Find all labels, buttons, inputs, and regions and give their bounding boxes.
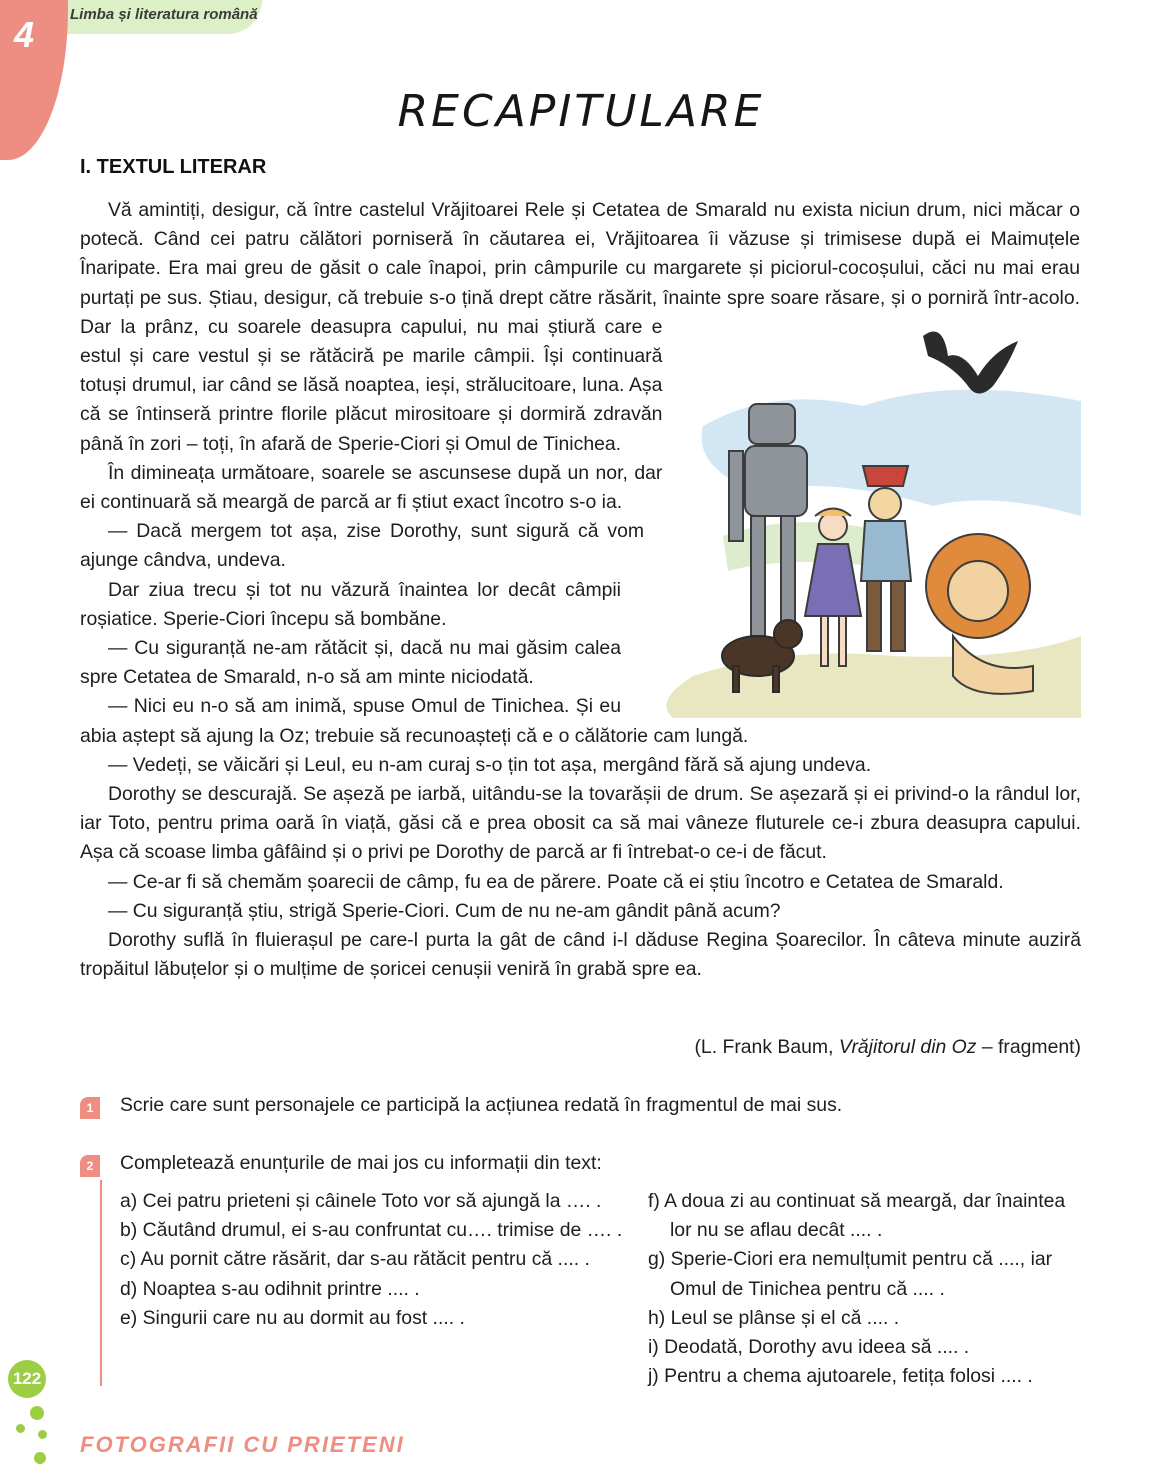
chapter-number: 4: [14, 14, 35, 55]
fill-list-right: [648, 1187, 1088, 1391]
oz-illustration: [633, 316, 1081, 718]
fill-item: f) A doua zi au continuat să meargă, dar înaintea lor nu se aflau decât .... .: [648, 1190, 1066, 1242]
subject-title: Limba și literatura română: [70, 6, 258, 23]
exercise-1-text: Scrie care sunt personajele ce participă la acțiunea redată în fragmentul de mai sus.: [120, 1094, 843, 1116]
footer-title: FOTOGRAFII CU PRIETENI: [80, 1432, 405, 1457]
paragraph: Dorothy suflă în fluierașul pe care-l purta la gât de când i-l dăduse Regina Șoarecilor. În câteva minute auziră tropăitul lăbuțelor și o mulțime de șoricei cenușii veniră în grabă spre ea.: [80, 929, 1081, 981]
fill-item: d) Noaptea s-au odihnit printre .... .: [120, 1277, 420, 1300]
source-citation: (L. Frank Baum, Vrăjitorul din Oz – fragment): [694, 1036, 1081, 1058]
paragraph: — Cu siguranță ne-am rătăcit și, dacă nu mai găsim calea spre Cetatea de Smarald, n-o să am minte niciodată.: [80, 637, 621, 689]
decor-dot: [16, 1424, 25, 1433]
page-title: RECAPITULARE: [397, 86, 765, 137]
exercise-2-text: Completează enunțurile de mai jos cu informații din text:: [120, 1152, 602, 1174]
fill-item: i) Deodată, Dorothy avu ideea să .... .: [648, 1336, 970, 1359]
exercise-number-badge: 2: [80, 1155, 100, 1177]
paragraph: Vă amintiți, desigur, că între castelul Vrăjitoarei Rele și Cetatea de Smarald nu exista niciun drum, nici măcar o potecă. Când cei patru călători porniseră în căutarea ei, Vrăjitoarea îi văzuse și trimisese după ei Maimuțele Înaripate. Era mai greu de găsit o cale înapoi, prin câmpurile cu margarete și piciorul-cocoșului, căci nu mai erau purtați pe sus. Știau, desigur, că trebuie s-o țină drept către răsărit, înainte spre soare răsare, și o porniră într-acolo. Dar la prânz, cu soarele deasupra capului, nu mai știură care e estul și care vestul și se rătăciră pe marile câmpii. Își continuară totuși drumul, iar când se lăsă noaptea, ieși, strălucitoare, luna. Așa că se întinseră printre florile plăcut mirositoare și dormiră zdravăn până în zori – toți, în afară de Sperie-Ciori și Omul de Tinichea.: [80, 199, 1080, 455]
fill-item: h) Leul se plânse și el că .... .: [648, 1306, 900, 1329]
decor-dot: [30, 1406, 44, 1420]
fill-item: j) Pentru a chema ajutoarele, fetița folosi .... .: [648, 1365, 1033, 1388]
paragraph: Dorothy se descurajă. Se așeză pe iarbă, uitându-se la tovarășii de drum. Se așezară și ei privind-o la rândul lor, iar Toto, pentru prima oară în viață, găsi că e prea obosit ca să mai vâneze fluturele ce-i zbura deasupra capului. Așa că scoase limba gâfâind și o privi pe Dorothy de parcă ar fi întrebat-o ce-i de făcut.: [80, 783, 1081, 864]
fill-item: g) Sperie-Ciori era nemulțumit pentru că ...., iar Omul de Tinichea pentru că .... .: [648, 1248, 1053, 1300]
section-title: I. TEXTUL LITERAR: [80, 156, 267, 178]
paragraph: — Nici eu n-o să am inimă, spuse Omul de Tinichea. Și eu abia aștept să ajung la Oz; trebuie să recunoașteți că e o călătorie cam lungă.: [80, 695, 749, 747]
fill-list-left: [120, 1187, 640, 1333]
fill-item: b) Căutând drumul, ei s-au confruntat cu…. trimise de …. .: [120, 1219, 623, 1242]
exercise-divider-line: [100, 1180, 102, 1386]
literary-text: [80, 196, 1081, 984]
decor-dot: [38, 1430, 47, 1439]
page-number: 122: [8, 1360, 46, 1398]
paragraph: — Dacă mergem tot așa, zise Dorothy, sunt sigură că vom ajunge cândva, undeva.: [80, 520, 645, 572]
paragraph: Dar ziua trecu și tot nu văzură înaintea lor decât câmpii roșiatice. Sperie-Ciori începu să bombăne.: [80, 578, 621, 630]
paragraph: — Cu siguranță știu, strigă Sperie-Ciori. Cum de nu ne-am gândit până acum?: [108, 899, 781, 922]
fill-item: c) Au pornit către răsărit, dar s-au rătăcit pentru că .... .: [120, 1248, 590, 1271]
paragraph: În dimineața următoare, soarele se ascunsese după un nor, dar ei continuară să meargă de parcă ar fi știut exact încotro s-o ia.: [80, 461, 663, 514]
decor-dot: [34, 1452, 46, 1464]
paragraph: — Ce-ar fi să chemăm șoarecii de câmp, fu ea de părere. Poate că ei știu încotro e Cetatea de Smarald.: [108, 870, 1004, 893]
fill-item: a) Cei patru prieteni și câinele Toto vor să ajungă la …. .: [120, 1190, 602, 1212]
fill-item: e) Singurii care nu au dormit au fost .... .: [120, 1306, 465, 1329]
work-title: Vrăjitorul din Oz: [838, 1036, 977, 1058]
exercise-number-badge: 1: [80, 1097, 100, 1119]
paragraph: — Vedeți, se văicări și Leul, eu n-am curaj s-o țin tot așa, mergând fără să ajung undeva.: [108, 753, 872, 776]
